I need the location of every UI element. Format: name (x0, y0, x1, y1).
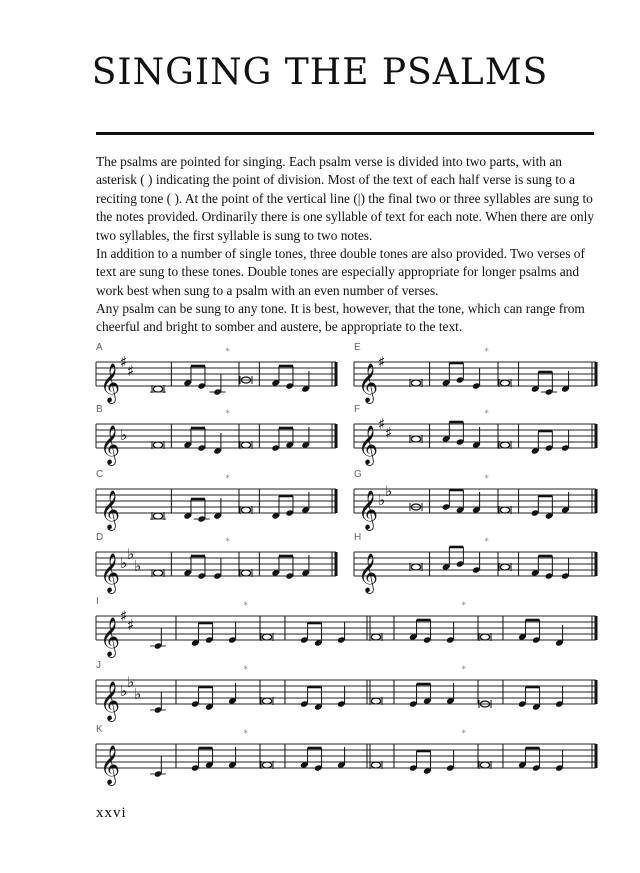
asterisk-mark: * (484, 347, 489, 357)
psalm-tone-h (354, 532, 596, 594)
sharp-icon: ♯ (120, 607, 128, 625)
tone-label: G (354, 469, 362, 480)
asterisk-mark: * (243, 729, 248, 739)
sharp-icon: ♯ (127, 616, 135, 634)
tone-label: E (354, 342, 361, 353)
treble-clef-icon: 𝄞 (358, 490, 379, 530)
treble-clef-icon: 𝄞 (100, 681, 121, 721)
flat-icon: ♭ (134, 557, 142, 575)
psalm-tone-k (96, 724, 596, 786)
treble-clef-icon: 𝄞 (100, 425, 121, 465)
flat-icon: ♭ (127, 545, 135, 563)
asterisk-mark: * (461, 665, 466, 675)
asterisk-mark: * (243, 665, 248, 675)
psalm-tone-f (354, 404, 596, 466)
treble-clef-icon: 𝄞 (100, 745, 121, 785)
psalm-tone-e (354, 342, 596, 404)
psalm-tone-i (96, 596, 596, 658)
asterisk-mark: * (461, 729, 466, 739)
intro-paragraph: The psalms are pointed for singing. Each psalm verse is divided into two parts, with an asterisk ( ) indicating the point of division. Most of the text of each half verse is sung to a reciting tone ( ). At the point of the vertical line (|) the final two or three syllables are sung to the notes provided. Ordinarily there is one syllable of text for each note. When there are only two syllables, the first syllable is sung to two notes. (96, 154, 595, 243)
asterisk-mark: * (243, 601, 248, 611)
asterisk-mark: * (225, 409, 230, 419)
asterisk-mark: * (225, 347, 230, 357)
asterisk-mark: * (484, 409, 489, 419)
tone-choice-paragraph: Any psalm can be sung to any tone. It is best, however, that the tone, which can range from cheerful and bright to somber and austere, be appropriate to the text. (96, 301, 585, 335)
psalm-tone-b (96, 404, 336, 466)
sharp-icon: ♯ (385, 424, 393, 442)
asterisk-mark: * (225, 474, 230, 484)
psalm-tone-j (96, 660, 596, 722)
treble-clef-icon: 𝄞 (358, 425, 379, 465)
sharp-icon: ♯ (378, 353, 386, 371)
tone-label: F (354, 404, 361, 415)
asterisk-mark: * (484, 474, 489, 484)
treble-clef-icon: 𝄞 (358, 363, 379, 403)
tone-label: H (354, 532, 362, 543)
sharp-icon: ♯ (378, 415, 386, 433)
flat-icon: ♭ (120, 554, 128, 572)
sharp-icon: ♯ (127, 362, 135, 380)
tone-label: A (96, 342, 103, 353)
tone-label: C (96, 469, 104, 480)
treble-clef-icon: 𝄞 (100, 617, 121, 657)
psalm-tone-c (96, 469, 336, 531)
flat-icon: ♭ (385, 482, 393, 500)
page-title: SINGING THE PSALMS (91, 52, 549, 93)
asterisk-mark: * (461, 601, 466, 611)
treble-clef-icon: 𝄞 (358, 553, 379, 593)
double-tones-paragraph: In addition to a number of single tones, three double tones are also provided. Two verses of text are sung to these tones. Double tones are especially appropriate for longer psalms and work best when sung to a psalm with an even number of verses. (96, 246, 585, 298)
flat-icon: ♭ (378, 491, 386, 509)
psalm-tone-d (96, 532, 336, 594)
psalm-tone-a (96, 342, 336, 404)
flat-icon: ♭ (120, 426, 128, 444)
treble-clef-icon: 𝄞 (100, 553, 121, 593)
flat-icon: ♭ (134, 685, 142, 703)
tone-label: J (96, 660, 101, 671)
flat-icon: ♭ (120, 682, 128, 700)
sharp-icon: ♯ (120, 353, 128, 371)
tone-label: B (96, 404, 103, 415)
asterisk-mark: * (225, 537, 230, 547)
treble-clef-icon: 𝄞 (100, 363, 121, 403)
page-number: xxvi (96, 805, 127, 821)
asterisk-mark: * (484, 537, 489, 547)
tone-label: I (96, 596, 99, 607)
flat-icon: ♭ (127, 673, 135, 691)
tone-label: D (96, 532, 104, 543)
psalm-tone-g (354, 469, 596, 531)
treble-clef-icon: 𝄞 (100, 490, 121, 530)
tone-label: K (96, 724, 103, 735)
